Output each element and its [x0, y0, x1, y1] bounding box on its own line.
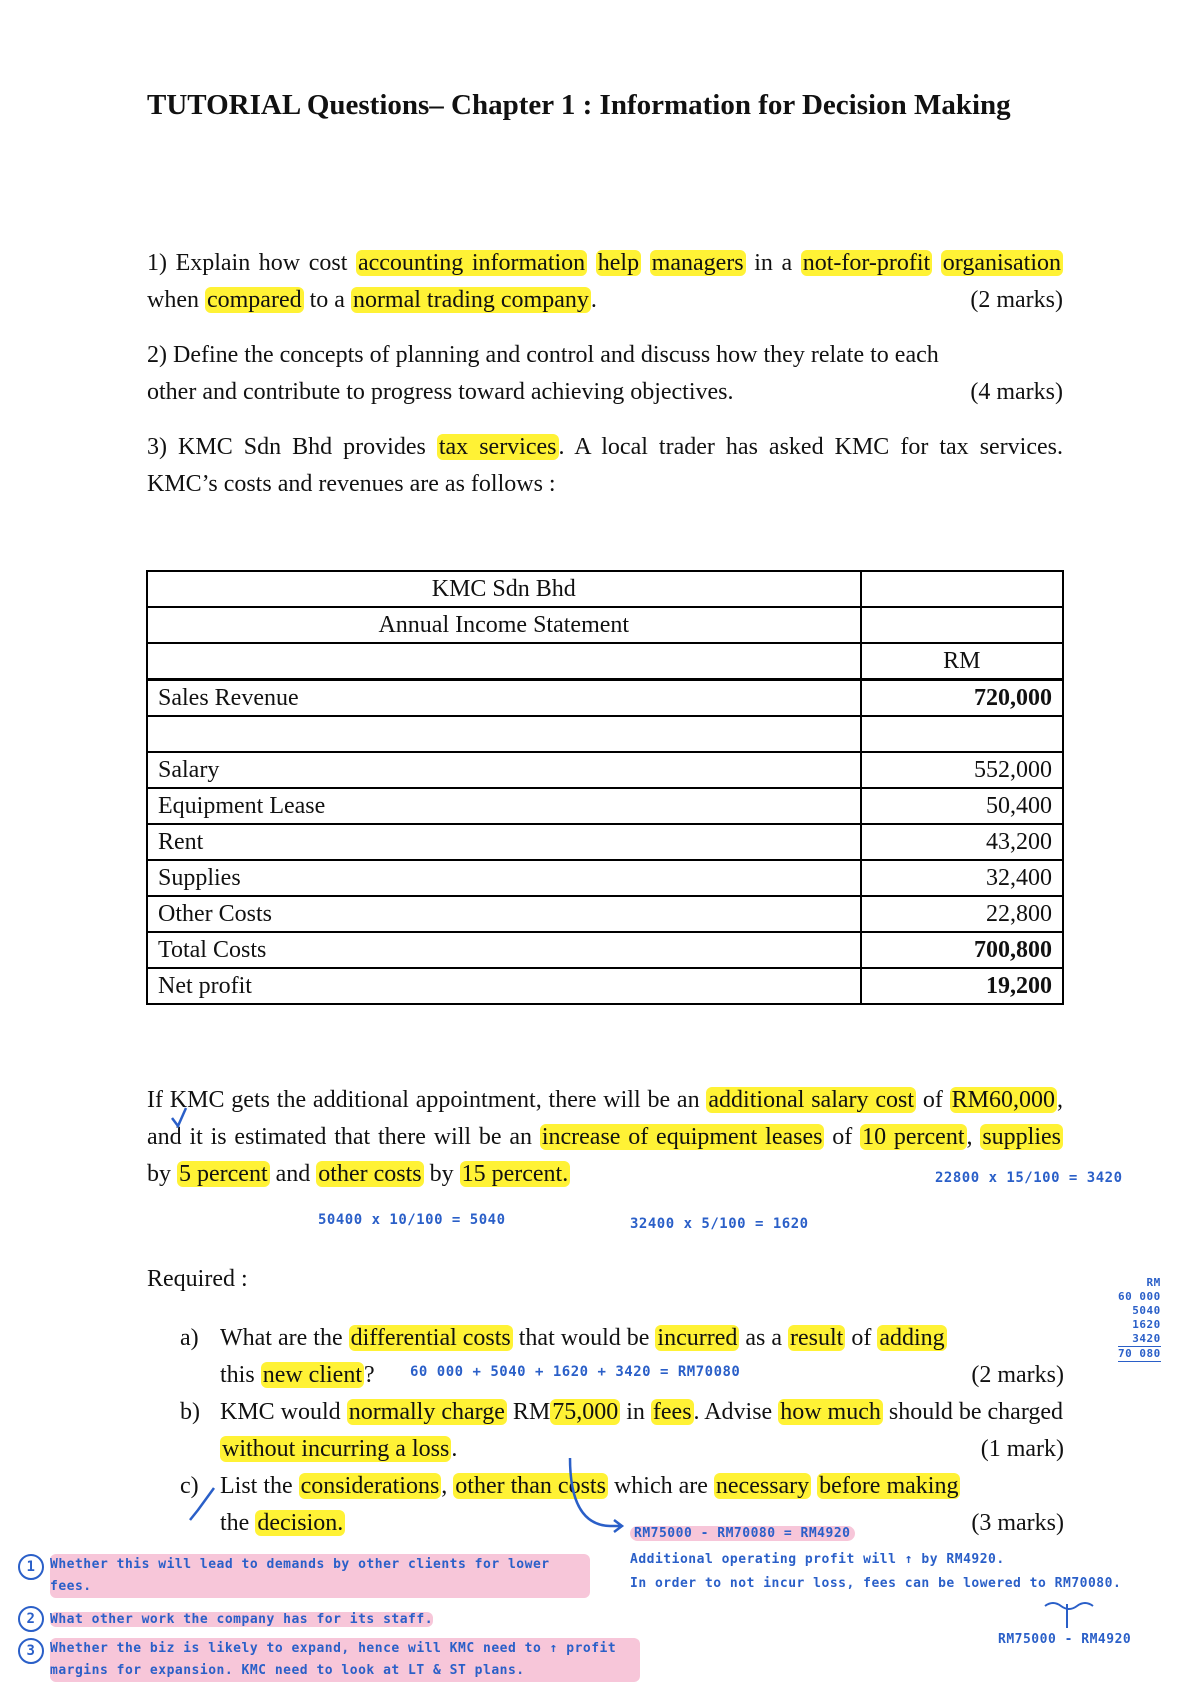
- question-2: 2) Define the concepts of planning and control and discuss how they relate to each other and contribute to progress toward achieving objectives.: [147, 342, 939, 405]
- question-1: 1) Explain how cost accounting information help managers in a not-for-profit organisation when compared to a normal trading company.: [147, 250, 1062, 313]
- cost-label: Rent: [147, 824, 861, 860]
- table-row: [147, 860, 1063, 896]
- question-c-marks: (3 marks): [971, 1510, 1064, 1536]
- question-3: 3) KMC Sdn Bhd provides tax services. A local trader has asked KMC for tax services. KMC’s costs and revenues are as follows :: [147, 434, 1063, 497]
- cost-label: Equipment Lease: [147, 788, 861, 824]
- total-costs-label: Total Costs: [147, 932, 861, 968]
- table-row: [147, 752, 1063, 788]
- question-a: a) What are the differential costs that would be incurred as a result of adding this new client? (2 marks): [180, 1320, 1064, 1394]
- handwritten-consideration-1: 1 Whether this will lead to demands by other clients for lower fees.: [18, 1554, 590, 1598]
- table-row: [147, 716, 1063, 752]
- revenue-value: 720,000: [861, 680, 1063, 717]
- page-title: TUTORIAL Questions– Chapter 1 : Information for Decision Making: [147, 89, 1011, 121]
- net-profit-value: 19,200: [861, 968, 1063, 1004]
- handwritten-calc-other-costs: 22800 x 15/100 = 3420: [935, 1170, 1123, 1186]
- table-row: [147, 643, 1063, 680]
- question-1-marks: (2 marks): [970, 287, 1063, 313]
- table-row: [147, 968, 1063, 1004]
- cost-value: 552,000: [861, 752, 1063, 788]
- cost-value: 50,400: [861, 788, 1063, 824]
- handwritten-calc-supplies: 32400 x 5/100 = 1620: [630, 1216, 809, 1232]
- handwritten-answer-b-line1: Additional operating profit will ↑ by RM4920.: [630, 1552, 1005, 1567]
- question-2-marks: (4 marks): [970, 379, 1063, 405]
- table-row: [147, 896, 1063, 932]
- required-heading: Required :: [147, 1266, 248, 1292]
- handwritten-side-sum: RM 60 000 5040 1620 3420 70 080: [1118, 1276, 1161, 1360]
- handwritten-answer-b-note: RM75000 - RM4920: [998, 1632, 1132, 1647]
- total-costs-value: 700,800: [861, 932, 1063, 968]
- revenue-label: Sales Revenue: [147, 680, 861, 717]
- table-row: [147, 607, 1063, 643]
- table-row: [147, 824, 1063, 860]
- scenario-paragraph: If KMC gets the additional appointment, there will be an additional salary cost of RM60,000, and it is estimated that there will be an increase of equipment leases of 10 percent, supplies by 5 percent and other costs by 15 percent.: [147, 1087, 1063, 1187]
- handwritten-answer-b-calc: RM75000 - RM70080 = RM4920: [630, 1526, 855, 1541]
- cost-label: Other Costs: [147, 896, 861, 932]
- handwritten-consideration-2: 2 What other work the company has for its staff.: [18, 1606, 433, 1632]
- income-statement-table: [146, 570, 1064, 1005]
- handwritten-calc-equipment: 50400 x 10/100 = 5040: [318, 1212, 506, 1228]
- table-row: [147, 788, 1063, 824]
- table-row: [147, 571, 1063, 607]
- cost-value: 32,400: [861, 860, 1063, 896]
- cost-value: 43,200: [861, 824, 1063, 860]
- question-c: c) List the considerations, other than costs which are necessary before making the decision. (3 marks): [180, 1468, 1064, 1542]
- table-row: [147, 932, 1063, 968]
- question-b-marks: (1 mark): [980, 1436, 1064, 1462]
- handwritten-answer-a: 60 000 + 5040 + 1620 + 3420 = RM70080: [410, 1364, 741, 1380]
- currency-header: RM: [861, 643, 1063, 680]
- table-row: [147, 680, 1063, 717]
- statement-name: Annual Income Statement: [147, 607, 861, 643]
- handwritten-answer-b-line2: In order to not incur loss, fees can be lowered to RM70080.: [630, 1576, 1122, 1591]
- handwritten-consideration-3: 3 Whether the biz is likely to expand, hence will KMC need to ↑ profit margins for expansion. KMC need to look at LT & ST plans.: [18, 1638, 640, 1682]
- question-a-marks: (2 marks): [971, 1362, 1064, 1388]
- net-profit-label: Net profit: [147, 968, 861, 1004]
- question-b: b) KMC would normally charge RM75,000 in fees. Advise how much should be charged without incurring a loss. (1 mark): [180, 1394, 1064, 1468]
- cost-label: Salary: [147, 752, 861, 788]
- cost-value: 22,800: [861, 896, 1063, 932]
- cost-label: Supplies: [147, 860, 861, 896]
- company-name: KMC Sdn Bhd: [147, 571, 861, 607]
- squiggle-icon: [1045, 1603, 1093, 1628]
